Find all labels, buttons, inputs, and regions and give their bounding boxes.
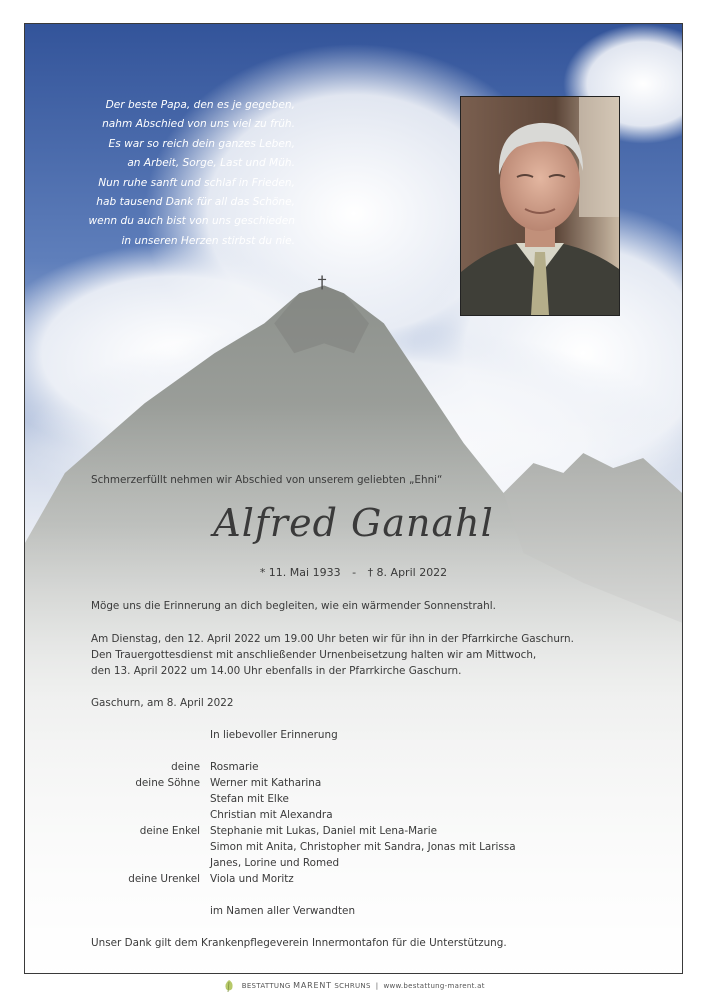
memory-line: Möge uns die Erinnerung an dich begleiten, wie ein wärmender Sonnenstrahl. — [91, 600, 496, 612]
leaf-logo-icon — [222, 979, 236, 993]
footer-brand: MARENT — [293, 981, 332, 990]
mourner-names: Simon mit Anita, Christopher mit Sandra, Jonas mit Larissa — [210, 841, 516, 853]
mourner-role — [91, 791, 210, 807]
service-line: Den Trauergottesdienst mit anschließender Urnenbeisetzung halten wir am Mittwoch, — [91, 649, 537, 661]
service-line: Am Dienstag, den 12. April 2022 um 19.00 Uhr beten wir für ihn in der Pfarrkirche Gaschurn. — [91, 633, 574, 645]
footer-website[interactable]: www.bestattung-marent.at — [383, 982, 485, 990]
mourner-names: Stefan mit Elke — [210, 793, 289, 805]
poem-line: hab tausend Dank für all das Schöne, — [96, 196, 295, 209]
list-item — [91, 871, 516, 887]
mourner-names: Christian mit Alexandra — [210, 809, 333, 821]
poem — [65, 96, 295, 251]
closing-row — [91, 903, 516, 919]
mourner-names: Werner mit Katharina — [210, 777, 322, 789]
poem-line: wenn du auch bist von uns geschieden — [88, 215, 295, 228]
poem-line: Es war so reich dein ganzes Leben, — [108, 137, 295, 150]
mourners-closing: im Namen aller Verwandten — [210, 905, 356, 917]
list-item — [91, 807, 516, 823]
birth-date: * 11. Mai 1933 — [259, 566, 341, 579]
portrait-photo — [460, 96, 620, 316]
poem-line: an Arbeit, Sorge, Last und Müh. — [127, 157, 295, 170]
mourner-role — [91, 839, 210, 855]
date-separator: - — [352, 566, 357, 579]
list-item — [91, 791, 516, 807]
deceased-name: Alfred Ganahl — [213, 501, 494, 545]
mourners-heading-row — [91, 727, 516, 743]
list-item — [91, 823, 516, 839]
list-item — [91, 775, 516, 791]
thanks-line: Unser Dank gilt dem Krankenpflegeverein Innermontafon für die Unterstützung. — [91, 937, 507, 949]
footer: BESTATTUNG MARENT SCHRUNS | www.bestattung-marent.at — [0, 979, 707, 993]
mourner-role: deine Söhne — [135, 777, 200, 789]
poem-line: nahm Abschied von uns viel zu früh. — [102, 118, 295, 131]
mourner-role: deine — [171, 761, 200, 773]
obituary-card — [24, 23, 683, 974]
service-line: den 13. April 2022 um 14.00 Uhr ebenfalls in der Pfarrkirche Gaschurn. — [91, 665, 462, 677]
list-item — [91, 839, 516, 855]
intro-text: Schmerzerfüllt nehmen wir Abschied von unserem geliebten „Ehni“ — [91, 474, 443, 486]
mourner-names: Janes, Lorine und Romed — [210, 857, 340, 869]
list-item — [91, 759, 516, 775]
place-date: Gaschurn, am 8. April 2022 — [91, 697, 234, 709]
mourner-role: deine Enkel — [139, 825, 200, 837]
mourner-names: Rosmarie — [210, 761, 259, 773]
mourner-names: Stephanie mit Lukas, Daniel mit Lena-Marie — [210, 825, 437, 837]
poem-line: Nun ruhe sanft und schlaf in Frieden, — [98, 176, 295, 189]
poem-line: Der beste Papa, den es je gegeben, — [105, 99, 295, 111]
mourner-names: Viola und Moritz — [210, 873, 294, 885]
footer-location: SCHRUNS — [334, 982, 371, 990]
poem-line: in unseren Herzen stirbst du nie. — [121, 234, 295, 247]
mourner-role — [91, 807, 210, 823]
mourners-heading: In liebevoller Erinnerung — [210, 729, 338, 741]
death-date: † 8. April 2022 — [367, 566, 448, 579]
mourners-list — [91, 727, 516, 919]
portrait-illustration — [461, 97, 619, 315]
footer-prefix: BESTATTUNG — [241, 982, 291, 990]
list-item — [91, 855, 516, 871]
mourner-role: deine Urenkel — [128, 873, 200, 885]
life-dates — [25, 566, 682, 579]
service-info — [91, 631, 574, 679]
mourner-role — [91, 855, 210, 871]
